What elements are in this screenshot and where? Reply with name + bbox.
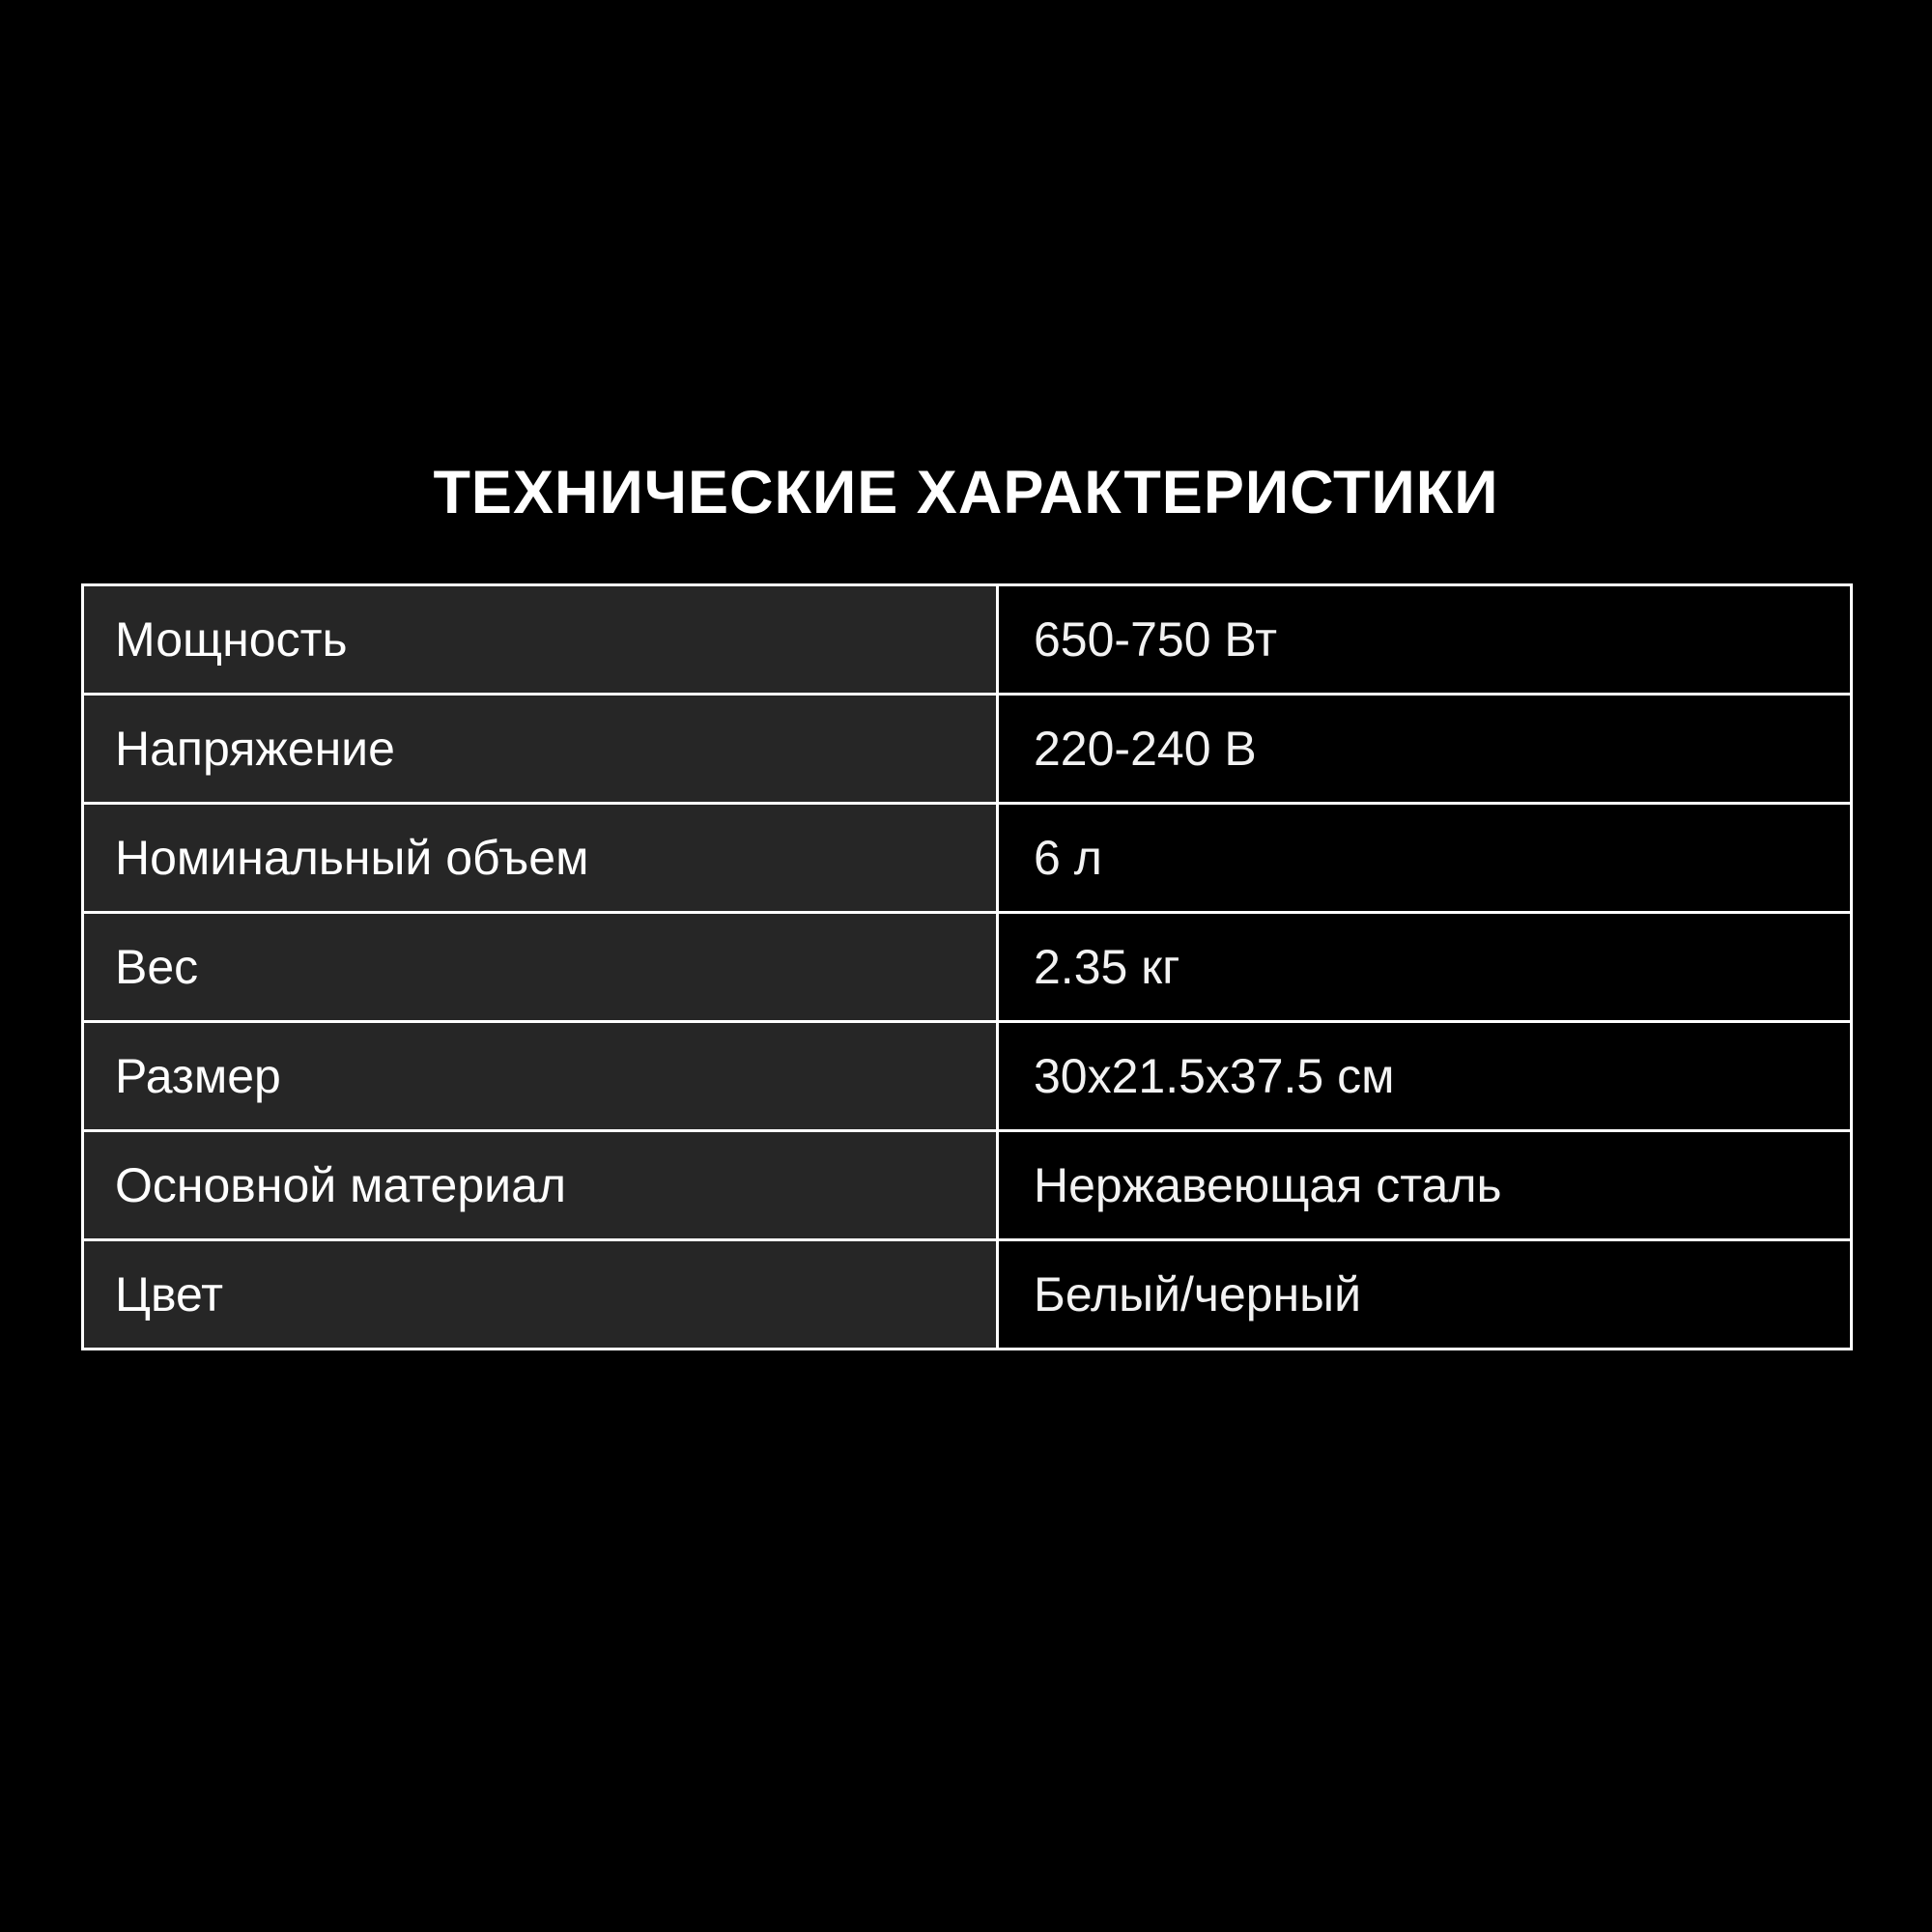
- table-row: [83, 1240, 1852, 1350]
- table-row: [83, 804, 1852, 913]
- spec-value-voltage: 220-240 В: [998, 695, 1852, 804]
- spec-label-weight: Вес: [83, 913, 998, 1022]
- spec-value-size: 30x21.5x37.5 см: [998, 1022, 1852, 1131]
- spec-label-color: Цвет: [83, 1240, 998, 1350]
- spec-value-weight: 2.35 кг: [998, 913, 1852, 1022]
- spec-value-capacity: 6 л: [998, 804, 1852, 913]
- spec-label-voltage: Напряжение: [83, 695, 998, 804]
- spec-label-material: Основной материал: [83, 1131, 998, 1240]
- spec-value-material: Нержавеющая сталь: [998, 1131, 1852, 1240]
- table-row: [83, 913, 1852, 1022]
- specifications-table: [81, 583, 1853, 1350]
- table-row: [83, 1022, 1852, 1131]
- table-row: [83, 695, 1852, 804]
- spec-label-size: Размер: [83, 1022, 998, 1131]
- spec-label-capacity: Номинальный объем: [83, 804, 998, 913]
- spec-value-color: Белый/черный: [998, 1240, 1852, 1350]
- page-title: ТЕХНИЧЕСКИЕ ХАРАКТЕРИСТИКИ: [433, 459, 1499, 526]
- spec-value-power: 650-750 Вт: [998, 585, 1852, 695]
- spec-label-power: Мощность: [83, 585, 998, 695]
- table-row: [83, 585, 1852, 695]
- table-row: [83, 1131, 1852, 1240]
